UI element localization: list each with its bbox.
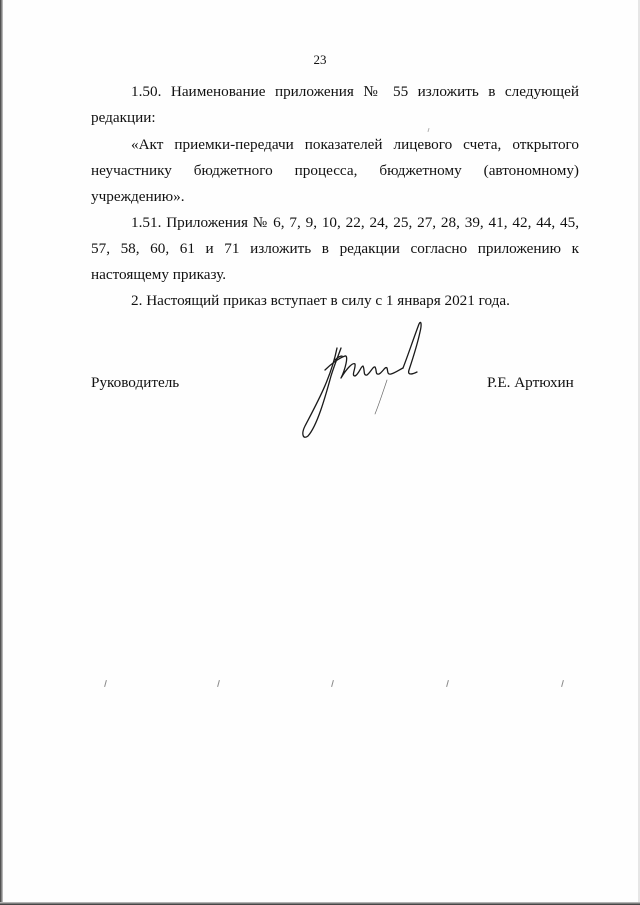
page-number: 23: [313, 52, 327, 67]
paragraph-1-51-line-3: настоящему приказу.: [91, 266, 227, 283]
paragraph-1-51-line-1: 1.51. Приложения № 6, 7, 9, 10, 22, 24, 25, 27, 28, 39, 41, 42, 44, 45,: [131, 214, 579, 231]
handwritten-signature: [295, 318, 425, 446]
quoted-name-line-2: неучастнику бюджетного процесса, бюджетному (автономному): [91, 162, 579, 179]
scan-edge-left: [0, 0, 3, 905]
quoted-name-line-1: «Акт приемки-передачи показателей лицевого счета, открытого: [131, 136, 579, 153]
paragraph-1-50-line-2: редакции:: [91, 109, 156, 126]
paragraph-1-51-line-2: 57, 58, 60, 61 и 71 изложить в редакции согласно приложению к: [91, 240, 579, 257]
signer-name: Р.Е. Артюхин: [487, 374, 574, 391]
paragraph-1-50-line-1: 1.50. Наименование приложения № 55 изложить в следующей: [131, 83, 579, 100]
paragraph-2-line-1: 2. Настоящий приказ вступает в силу с 1 января 2021 года.: [131, 292, 510, 309]
quoted-name-line-3: учреждению».: [91, 188, 185, 205]
signer-title: Руководитель: [91, 374, 180, 391]
